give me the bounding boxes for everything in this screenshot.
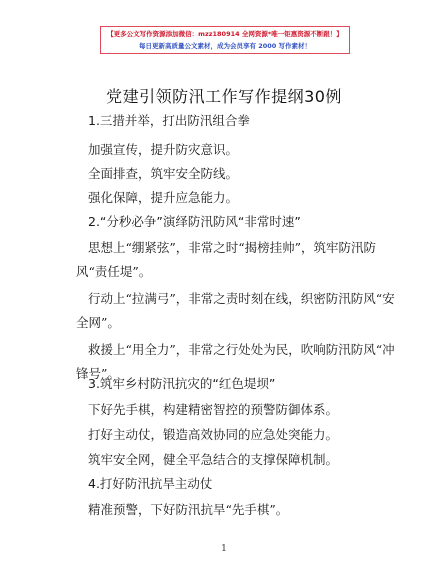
section-heading-4: 4.打好防汛抗旱主动仗: [88, 476, 213, 491]
body-line-continued: 风“责任堤”。: [76, 264, 152, 279]
banner-line-2: 每日更新高质量公文素材，成为会员享有 2000 写作素材！: [138, 42, 312, 50]
banner-line-1: 【更多公文写作资源添加微信：mzz180914 全网资源*唯一钜惠资源不断跟！】: [107, 30, 343, 38]
body-line: 全面排查，筑牢安全防线。: [88, 166, 239, 181]
section-heading-1: 1.三措并举，打出防汛组合拳: [88, 113, 250, 128]
body-line: 下好先手棋，构建精密智控的预警防御体系。: [88, 402, 339, 417]
body-line-continued: 全网”。: [76, 315, 120, 330]
body-line: 筑牢安全网，健全平急结合的支撑保障机制。: [88, 452, 339, 467]
body-line: 加强宣传，提升防灾意识。: [88, 142, 239, 157]
body-line-continued: 锋号”。: [76, 366, 120, 381]
body-line: 救援上“用全力”，非常之行处处为民，吹响防汛防风“冲: [88, 342, 395, 357]
body-line: 打好主动仗，锻造高效协同的应急处突能力。: [88, 427, 339, 442]
promo-banner: [100, 26, 350, 54]
body-line: 精准预警，下好防汛抗旱“先手棋”。: [88, 502, 289, 517]
body-line: 思想上“绷紧弦”，非常之时“揭榜挂帅”，筑牢防汛防: [88, 240, 377, 255]
page-number: 1: [221, 544, 227, 554]
section-heading-3: 3.筑牢乡村防汛抗灾的“红色堤坝”: [88, 376, 276, 391]
body-line: 行动上“拉满弓”，非常之责时刻在线，织密防汛防风“安: [88, 291, 395, 306]
document-title: 党建引领防汛工作写作提纲30例: [106, 87, 342, 106]
body-line: 强化保障，提升应急能力。: [88, 190, 239, 205]
section-heading-2: 2.“分秒必争”演绎防汛防风“非常时速”: [88, 214, 301, 229]
